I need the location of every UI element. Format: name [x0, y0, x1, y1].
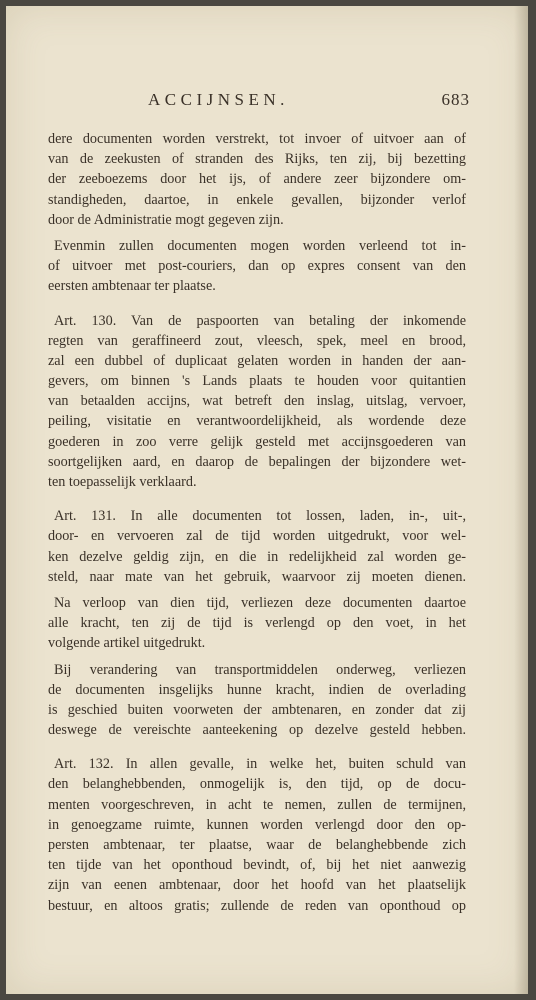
text-line: zijn van eenen ambtenaar, door het hoofd van het plaatselijk	[48, 877, 466, 894]
text-line: soortgelijken aard, en daarop de bepalingen der bijzondere wet-	[48, 453, 466, 470]
text-line: ten tijde van het oponthoud bevindt, of, bij het niet aanwezig	[48, 857, 466, 874]
text-line: of uitvoer met post-couriers, dan op expres consent van den	[48, 258, 466, 275]
text-line: Art. 132. In allen gevalle, in welke het, buiten schuld van	[54, 756, 466, 773]
paragraph	[48, 129, 466, 230]
text-line: menten voorgeschreven, in acht te nemen, zullen de termijnen,	[48, 796, 466, 813]
text-line: door de Administratie mogt gegeven zijn.	[48, 211, 284, 228]
text-line: bestuur, en altoos gratis; zullende de reden van oponthoud op	[48, 897, 466, 914]
text-line: ken dezelve geldig zijn, en die in redelijkheid zal worden ge-	[48, 548, 466, 565]
book-page	[6, 6, 528, 994]
text-line: Bij verandering van transportmiddelen onderweg, verliezen	[54, 661, 466, 678]
text-line: volgende artikel uitgedrukt.	[48, 635, 206, 652]
text-line: gevers, om binnen 's Lands plaats te houden voor quitantien	[48, 373, 466, 390]
running-head: ACCIJNSEN.	[148, 90, 289, 109]
paragraph	[48, 236, 466, 297]
text-line: is geschied buiten voorweten der ambtenaren, en zonder dat zij	[48, 701, 466, 718]
paragraph	[48, 754, 466, 916]
paragraph	[48, 311, 466, 493]
text-line: persten ambtenaar, ter plaatse, waar de belanghebbende zich	[48, 837, 466, 853]
text-line: ten toepasselijk verklaard.	[48, 474, 197, 490]
text-line: deswege de vereischte aanteekening op dezelve gesteld hebben.	[48, 722, 466, 739]
page-number: 683	[441, 90, 470, 109]
text-line: Art. 130. Van de paspoorten van betaling der inkomende	[54, 312, 466, 329]
body-text	[48, 129, 466, 916]
text-line: door- en vervoeren zal de tijd worden uitgedrukt, voor wel-	[48, 528, 466, 545]
text-line: in genoegzame ruimte, kunnen worden verlengd door den op-	[48, 816, 466, 833]
text-line: steld, naar mate van het gebruik, waarvoor zij moeten dienen.	[48, 568, 466, 585]
text-line: goederen in zoo verre gelijk gesteld met accijnsgoederen van	[48, 433, 466, 450]
text-line: den belanghebbenden, onmogelijk is, den tijd, op de docu-	[48, 776, 466, 793]
text-line: standigheden, daartoe, in enkele gevallen, bijzonder verlof	[48, 191, 466, 208]
text-line: van betaalden accijns, wat betreft den inslag, uitslag, vervoer,	[48, 393, 466, 410]
text-line: peiling, visitatie en verantwoordelijkheid, als wordende deze	[48, 413, 466, 430]
text-line: der zeeboezems door het ijs, of andere zeer bijzondere om-	[48, 171, 466, 188]
paragraph	[48, 660, 466, 741]
text-line: eersten ambtenaar ter plaatse.	[48, 278, 216, 295]
text-line: Na verloop van dien tijd, verliezen deze documenten daartoe	[54, 594, 466, 611]
text-line: dere documenten worden verstrekt, tot invoer of uitvoer aan of	[48, 131, 466, 147]
page-header	[148, 90, 470, 118]
text-line: de documenten insgelijks hunne kracht, indien de overlading	[48, 681, 466, 698]
paragraph	[48, 506, 466, 587]
page-edge-shadow	[514, 6, 528, 994]
text-line: Art. 131. In alle documenten tot lossen, laden, in-, uit-,	[54, 508, 466, 525]
text-line: alle kracht, ten zij de tijd is verlengd op den voet, in het	[48, 615, 466, 632]
text-line: zal een dubbel of duplicaat gelaten worden in handen der aan-	[48, 352, 466, 369]
text-line: Evenmin zullen documenten mogen worden verleend tot in-	[54, 237, 466, 254]
text-line: van de zeekusten of stranden des Rijks, ten zij, bij bezetting	[48, 151, 466, 168]
text-line: regten van geraffineerd zout, vleesch, spek, meel en brood,	[48, 332, 466, 349]
paragraph	[48, 593, 466, 654]
